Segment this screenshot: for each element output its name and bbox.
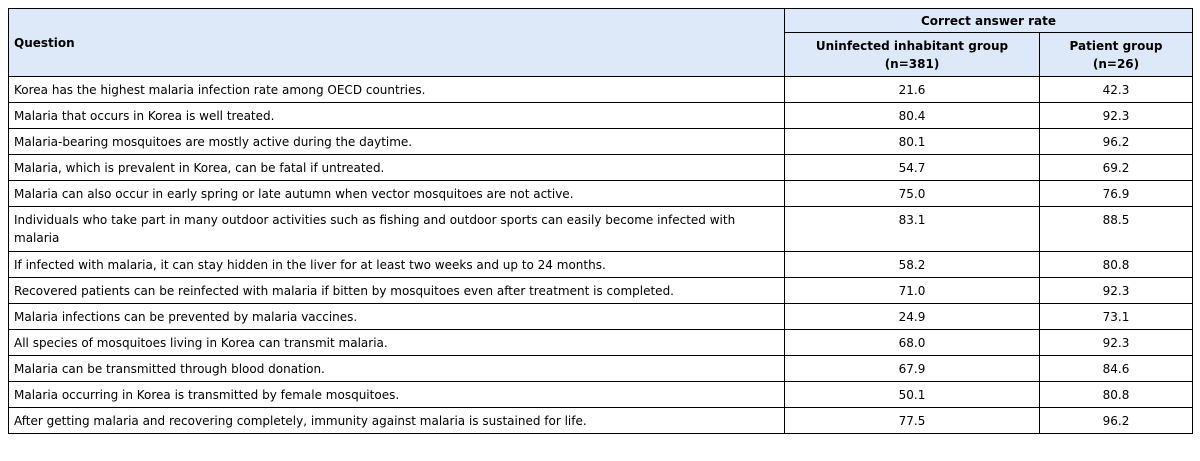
uninfected-rate-cell: 77.5 bbox=[785, 408, 1040, 434]
table-row bbox=[9, 103, 1193, 129]
table-body bbox=[9, 77, 1193, 434]
patient-rate-cell: 88.5 bbox=[1040, 207, 1193, 252]
patient-rate-cell: 73.1 bbox=[1040, 304, 1193, 330]
uninfected-rate-cell: 58.2 bbox=[785, 252, 1040, 278]
table-row bbox=[9, 408, 1193, 434]
patient-rate-cell: 69.2 bbox=[1040, 155, 1193, 181]
uninfected-rate-cell: 24.9 bbox=[785, 304, 1040, 330]
question-cell: Korea has the highest malaria infection rate among OECD countries. bbox=[9, 77, 785, 103]
patient-rate-cell: 96.2 bbox=[1040, 408, 1193, 434]
uninfected-group-count: (n=381) bbox=[884, 56, 940, 71]
uninfected-rate-cell: 83.1 bbox=[785, 207, 1040, 252]
header-row-top bbox=[9, 9, 1193, 33]
table-header bbox=[9, 9, 1193, 77]
table-row bbox=[9, 207, 1193, 252]
uninfected-group-header bbox=[785, 33, 1040, 77]
uninfected-rate-cell: 50.1 bbox=[785, 382, 1040, 408]
table-row bbox=[9, 181, 1193, 207]
patient-group-name: Patient group bbox=[1069, 38, 1163, 53]
table-row bbox=[9, 330, 1193, 356]
uninfected-rate-cell: 71.0 bbox=[785, 278, 1040, 304]
correct-answer-rate-header: Correct answer rate bbox=[785, 9, 1193, 33]
question-cell: Malaria can also occur in early spring or late autumn when vector mosquitoes are not active. bbox=[9, 181, 785, 207]
uninfected-rate-cell: 75.0 bbox=[785, 181, 1040, 207]
question-cell: After getting malaria and recovering completely, immunity against malaria is sustained for life. bbox=[9, 408, 785, 434]
patient-group-count: (n=26) bbox=[1092, 56, 1140, 71]
patient-rate-cell: 80.8 bbox=[1040, 382, 1193, 408]
table-row bbox=[9, 155, 1193, 181]
question-cell: Malaria-bearing mosquitoes are mostly active during the daytime. bbox=[9, 129, 785, 155]
question-cell: If infected with malaria, it can stay hidden in the liver for at least two weeks and up to 24 months. bbox=[9, 252, 785, 278]
uninfected-rate-cell: 68.0 bbox=[785, 330, 1040, 356]
patient-rate-cell: 92.3 bbox=[1040, 278, 1193, 304]
uninfected-group-name: Uninfected inhabitant group bbox=[815, 38, 1009, 53]
uninfected-rate-cell: 21.6 bbox=[785, 77, 1040, 103]
uninfected-rate-cell: 67.9 bbox=[785, 356, 1040, 382]
question-cell: Malaria, which is prevalent in Korea, can be fatal if untreated. bbox=[9, 155, 785, 181]
results-table bbox=[8, 8, 1193, 434]
question-cell: Malaria occurring in Korea is transmitted by female mosquitoes. bbox=[9, 382, 785, 408]
uninfected-rate-cell: 54.7 bbox=[785, 155, 1040, 181]
uninfected-rate-cell: 80.4 bbox=[785, 103, 1040, 129]
patient-rate-cell: 96.2 bbox=[1040, 129, 1193, 155]
patient-rate-cell: 92.3 bbox=[1040, 103, 1193, 129]
question-column-header: Question bbox=[9, 9, 785, 77]
table-row bbox=[9, 252, 1193, 278]
table-row bbox=[9, 278, 1193, 304]
table-row bbox=[9, 129, 1193, 155]
question-cell: Individuals who take part in many outdoor activities such as fishing and outdoor sports can easily become infected with malaria bbox=[9, 207, 785, 252]
question-cell: Malaria can be transmitted through blood donation. bbox=[9, 356, 785, 382]
patient-rate-cell: 80.8 bbox=[1040, 252, 1193, 278]
table-row bbox=[9, 77, 1193, 103]
patient-group-header bbox=[1040, 33, 1193, 77]
table-row bbox=[9, 356, 1193, 382]
table-row bbox=[9, 304, 1193, 330]
patient-rate-cell: 76.9 bbox=[1040, 181, 1193, 207]
question-cell: Malaria infections can be prevented by malaria vaccines. bbox=[9, 304, 785, 330]
patient-rate-cell: 42.3 bbox=[1040, 77, 1193, 103]
table-row bbox=[9, 382, 1193, 408]
question-cell: All species of mosquitoes living in Korea can transmit malaria. bbox=[9, 330, 785, 356]
question-cell: Malaria that occurs in Korea is well treated. bbox=[9, 103, 785, 129]
uninfected-rate-cell: 80.1 bbox=[785, 129, 1040, 155]
patient-rate-cell: 92.3 bbox=[1040, 330, 1193, 356]
patient-rate-cell: 84.6 bbox=[1040, 356, 1193, 382]
question-cell: Recovered patients can be reinfected with malaria if bitten by mosquitoes even after treatment is completed. bbox=[9, 278, 785, 304]
